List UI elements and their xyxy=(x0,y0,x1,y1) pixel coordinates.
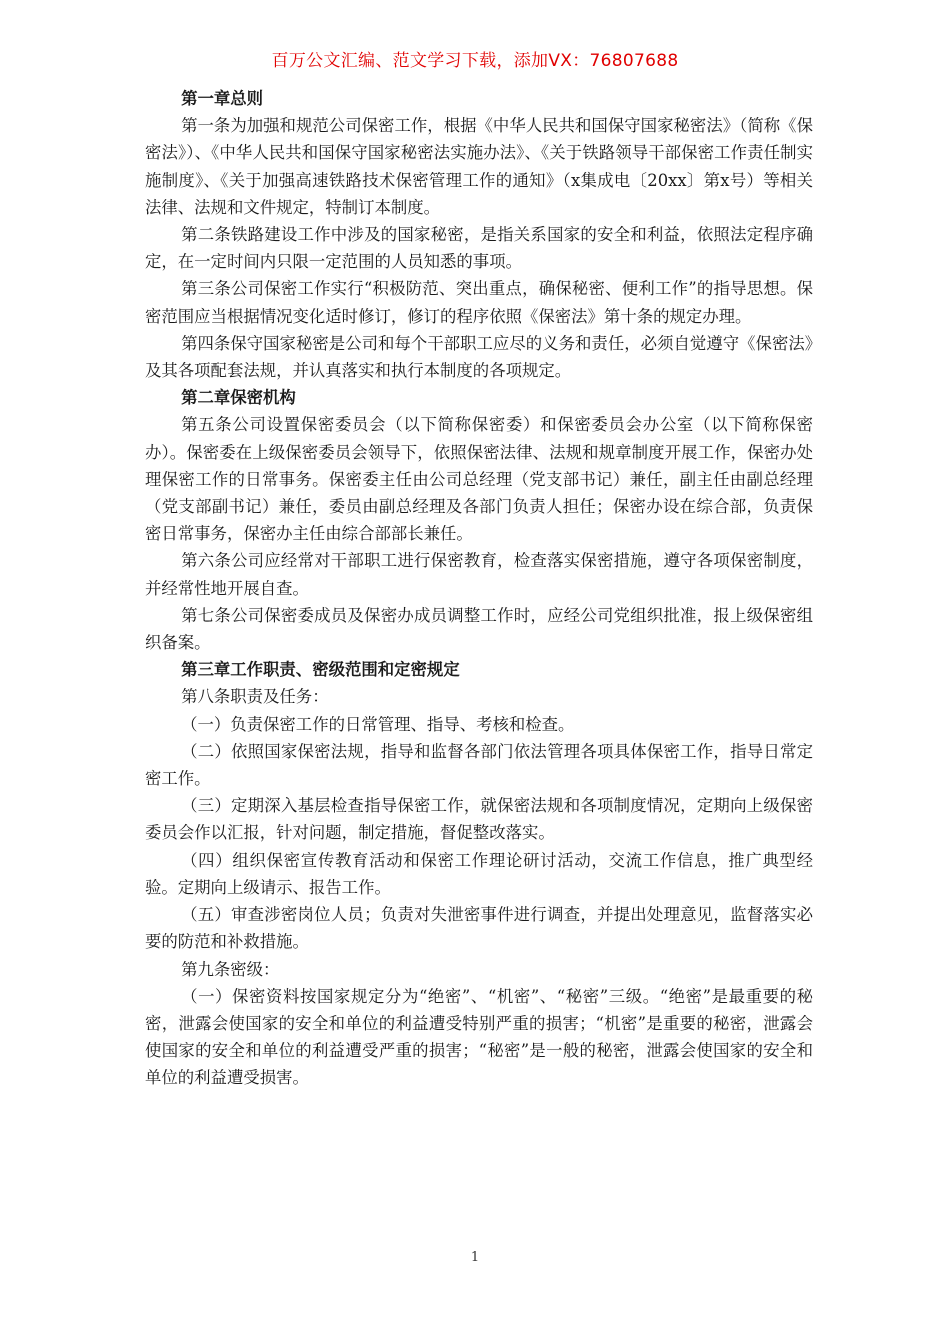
paragraph: 第七条公司保密委成员及保密办成员调整工作时，应经公司党组织批准，报上级保密组织备案。 xyxy=(145,605,813,653)
paragraph: （一）负责保密工作的日常管理、指导、考核和检查。 xyxy=(181,714,575,734)
chapter-heading: 第一章总则 xyxy=(181,89,264,108)
page-number: 1 xyxy=(470,1250,480,1265)
chapter-heading: 第二章保密机构 xyxy=(181,388,296,408)
paragraph: 第五条公司设置保密委员会（以下简称保密委）和保密委员会办公室（以下简称保密办）。保密委在上级保密委员会领导下，依照保密法律、法规和规章制度开展工作，保密办处理保密工作的日常事务。保密委主任由公司总经理（党支部书记）兼任，副主任由副总经理（党支部副书记）兼任，委员由副总经理及各部门负责人担任；保密办设在综合部，负责保密日常事务，保密办主任由综合部部长兼任。 xyxy=(145,415,813,544)
paragraph: 第三条公司保密工作实行“积极防范、突出重点，确保秘密、便利工作”的指导思想。保密范围应当根据情况变化适时修订，修订的程序依照《保密法》第十条的规定办理。 xyxy=(145,279,813,326)
chapter-heading: 第三章工作职责、密级范围和定密规定 xyxy=(181,660,460,680)
paragraph: 第四条保守国家秘密是公司和每个干部职工应尽的义务和责任，必须自觉遵守《保密法》及其各项配套法规，并认真落实和执行本制度的各项规定。 xyxy=(145,333,813,381)
paragraph: （四）组织保密宣传教育活动和保密工作理论研讨活动，交流工作信息，推广典型经验。定期向上级请示、报告工作。 xyxy=(145,850,813,897)
paragraph: （五）审查涉密岗位人员；负责对失泄密事件进行调查，并提出处理意见，监督落实必要的防范和补救措施。 xyxy=(145,905,813,952)
document-body xyxy=(145,85,813,1092)
paragraph: 第一条为加强和规范公司保密工作，根据《中华人民共和国保守国家秘密法》（简称《保密法》）、《中华人民共和国保守国家秘密法实施办法》、《关于铁路领导干部保密工作责任制实施制度》、《关于加强高速铁路技术保密管理工作的通知》（x集成电〔20xx〕第x号）等相关法律、法规和文件规定，特制订本制度。 xyxy=(145,116,813,217)
paragraph: （二）依照国家保密法规，指导和监督各部门依法管理各项具体保密工作，指导日常定密工作。 xyxy=(145,741,813,789)
paragraph: 第九条密级： xyxy=(181,959,280,979)
paragraph: 第六条公司应经常对干部职工进行保密教育，检查落实保密措施，遵守各项保密制度，并经常性地开展自查。 xyxy=(145,551,813,598)
paragraph: 第二条铁路建设工作中涉及的国家秘密，是指关系国家的安全和利益，依照法定程序确定，在一定时间内只限一定范围的人员知悉的事项。 xyxy=(145,225,813,272)
paragraph: 第八条职责及任务： xyxy=(181,687,329,707)
paragraph: （一）保密资料按国家规定分为“绝密”、“机密”、“秘密”三级。“绝密”是最重要的秘密，泄露会使国家的安全和单位的利益遭受特别严重的损害；“机密”是重要的秘密，泄露会使国家的安全和单位的利益遭受严重的损害；“秘密”是一般的秘密，泄露会使国家的安全和单位的利益遭受损害。 xyxy=(145,986,813,1088)
watermark-banner: 百万公文汇编、范文学习下载，添加VX：76807688 xyxy=(271,51,679,71)
paragraph: （三）定期深入基层检查指导保密工作，就保密法规和各项制度情况，定期向上级保密委员会作以汇报，针对问题，制定措施，督促整改落实。 xyxy=(145,796,813,843)
